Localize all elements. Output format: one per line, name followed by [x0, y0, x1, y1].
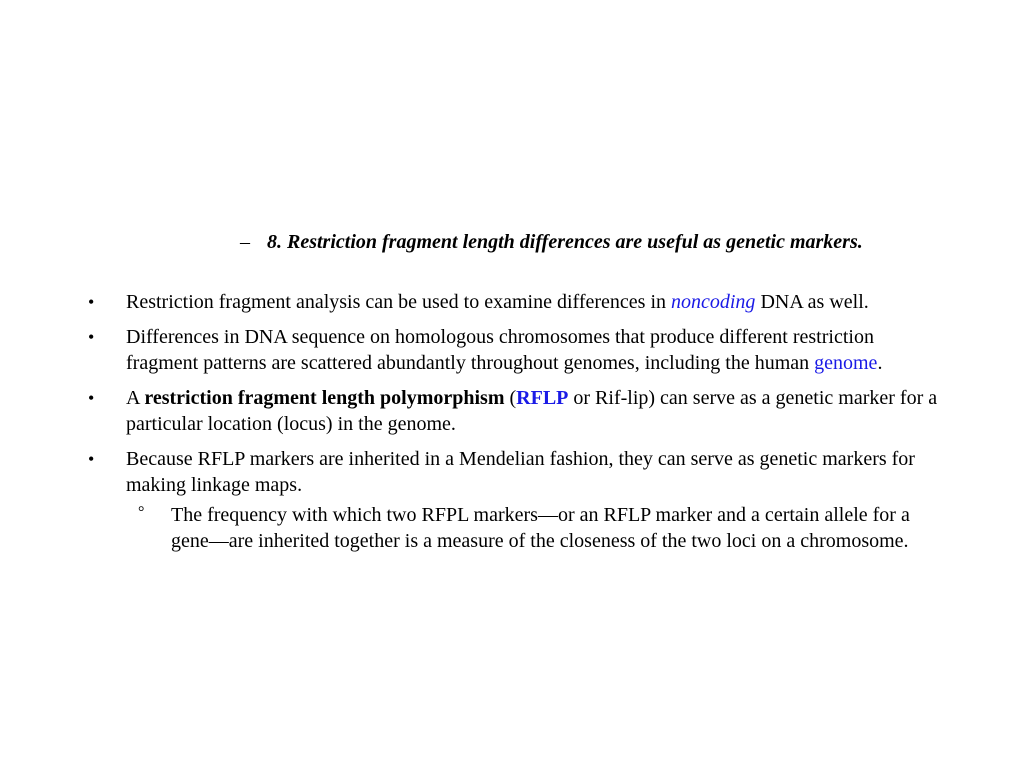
bullet-item-genome — [86, 324, 946, 376]
bullet-item-mendelian — [86, 446, 946, 498]
text-segment: Restriction fragment analysis can be used to examine differences in — [126, 291, 671, 313]
sub-bullet-text: The frequency with which two RFPL markers—or an RFLP marker and a certain allele for a gene—are inherited together is a measure of the closeness of the two loci on a chromosome. — [171, 504, 910, 552]
bullet-item-noncoding — [86, 289, 946, 315]
genome-link[interactable]: genome — [814, 352, 878, 374]
text-segment: DNA as well. — [755, 291, 869, 313]
bullet-icon: • — [88, 388, 95, 408]
bullet-text — [126, 326, 882, 374]
bullet-text — [126, 387, 937, 435]
sub-bullet-item — [86, 502, 911, 554]
dash-marker: – — [240, 231, 250, 253]
section-heading — [240, 229, 880, 255]
heading-text: 8. Restriction fragment length differences are useful as genetic markers. — [267, 231, 863, 253]
bullet-list — [86, 289, 946, 554]
bullet-icon: • — [88, 292, 95, 312]
text-segment: A — [126, 387, 145, 409]
bullet-item-rflp — [86, 385, 946, 437]
noncoding-link[interactable]: noncoding — [671, 291, 756, 313]
bullet-icon: • — [88, 327, 95, 347]
text-segment: or Rif-lip) can serve as a genetic marker for a particular location (locus) in the genome. — [126, 387, 938, 435]
text-segment: ( — [504, 387, 517, 409]
text-segment: Differences in DNA sequence on homologous chromosomes that produce different restriction fragment patterns are scattered abundantly throughout genomes, including the human — [126, 326, 874, 374]
bullet-text — [126, 291, 869, 313]
rflp-link[interactable]: RFLP — [516, 387, 569, 409]
text-segment: . — [877, 352, 883, 374]
sub-bullet-icon: ° — [138, 504, 145, 521]
bullet-icon: • — [88, 449, 95, 469]
bullet-text: Because RFLP markers are inherited in a Mendelian fashion, they can serve as genetic markers for making linkage maps. — [126, 448, 915, 496]
term-bold: restriction fragment length polymorphism — [144, 387, 505, 409]
